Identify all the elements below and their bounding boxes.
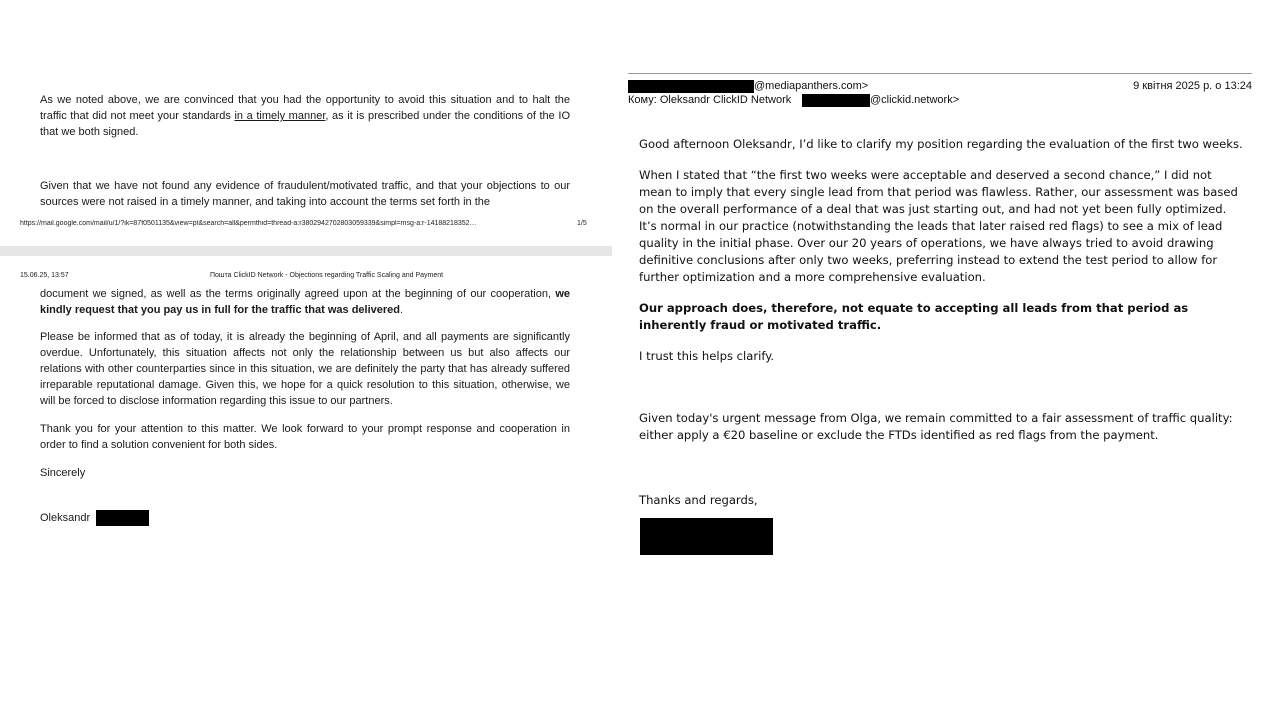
- email-paragraph-trust: I trust this helps clarify.: [639, 349, 775, 363]
- bold-text: we kindly request that you pay us in full for the traffic that was delivered: [40, 288, 570, 316]
- left-paragraph-thank-you: Thank you for your attention to this matter. We look forward to your prompt response and cooperation in order to find a solution convenient for both sides.: [40, 423, 570, 451]
- email-to-label: Кому: Oleksandr ClickID Network: [628, 94, 792, 106]
- redaction-bar-sender-signature: [640, 518, 773, 555]
- underlined-text: in a timely manner: [234, 110, 326, 122]
- email-greeting: Good afternoon Oleksandr, I’d like to clarify my position regarding the evaluation of the first two weeks.: [639, 137, 1243, 151]
- email-date: 9 квітня 2025 р. о 13:24: [1133, 80, 1252, 92]
- email-paragraph-clarification: When I stated that “the first two weeks were acceptable and deserved a second chance,” I did not mean to imply that every single lead from that period was flawless. Rather, our assessment was based on the overall performance of a deal that was just starting out, and had not yet been fully optimized. It’s normal in our practice (notwithstanding the leads that later raised red flags) to see a mix of lead quality in the initial phase. Over our 20 years of operations, we have always tried to avoid drawing definitive conclusions after only two weeks, preferring instead to extend the test period to allow for further optimization and a more comprehensive evaluation.: [639, 168, 1238, 284]
- print-footer-url: https://mail.google.com/mail/u/1/?ik=87f0501135&view=pt&search=all&permthid=thread-a:r3802942702803059339&simpl=msg-a:r-14188218352…: [20, 220, 477, 227]
- print-header-title: Пошта ClickID Network - Objections regarding Traffic Scaling and Payment: [210, 272, 444, 279]
- email-closing: Thanks and regards,: [639, 493, 758, 507]
- left-paragraph-payment-request: [40, 286, 570, 318]
- redaction-bar-sender-name: [628, 80, 754, 93]
- email-paragraph-olga-message: Given today's urgent message from Olga, we remain committed to a fair assessment of traffic quality: either apply a €20 baseline or exclude the FTDs identified as red flags from the payment.: [639, 411, 1233, 442]
- email-header-divider: [628, 73, 1252, 74]
- redaction-bar-signature-surname: [96, 510, 149, 526]
- page-separator: [0, 246, 612, 256]
- print-footer-page-number: 1/5: [577, 220, 587, 227]
- print-header-date: 15.06.25, 13:57: [20, 272, 69, 279]
- left-sign-off: Sincerely: [40, 467, 86, 479]
- left-paragraph-no-evidence: Given that we have not found any evidence of fraudulent/motivated traffic, and that your objections to our sources were not raised in a timely manner, and taking into account the terms set forth in the: [40, 180, 570, 208]
- left-paragraph-overdue: Please be informed that as of today, it is already the beginning of April, and all payments are significantly overdue. Unfortunately, this situation affects not only the relationship between us but also affects our relations with other counterparties since in this situation, we are definitely the party that has already suffered irreparable reputational damage. Given this, we hope for a quick resolution to this situation, otherwise, we will be forced to disclose information regarding this issue to our partners.: [40, 331, 570, 407]
- email-to-address: @clickid.network>: [870, 94, 960, 106]
- email-paragraph-bold-statement: Our approach does, therefore, not equate to accepting all leads from that period as inherently fraud or motivated traffic.: [639, 301, 1189, 332]
- left-signature-name: Oleksandr: [40, 512, 91, 524]
- paragraph-text: .: [400, 304, 404, 316]
- left-paragraph-timely-manner: [40, 92, 570, 140]
- redaction-bar-recipient-address: [802, 94, 870, 107]
- paragraph-text: document we signed, as well as the terms originally agreed upon at the beginning of our cooperation,: [40, 288, 556, 300]
- email-from-address: @mediapanthers.com>: [754, 80, 869, 92]
- paragraph-text: , as it is prescribed under the conditions of the IO that we both signed.: [40, 110, 571, 138]
- paragraph-text: As we noted above, we are convinced that you had the opportunity to avoid this situation and to halt the traffic that did not meet your standards: [40, 94, 570, 122]
